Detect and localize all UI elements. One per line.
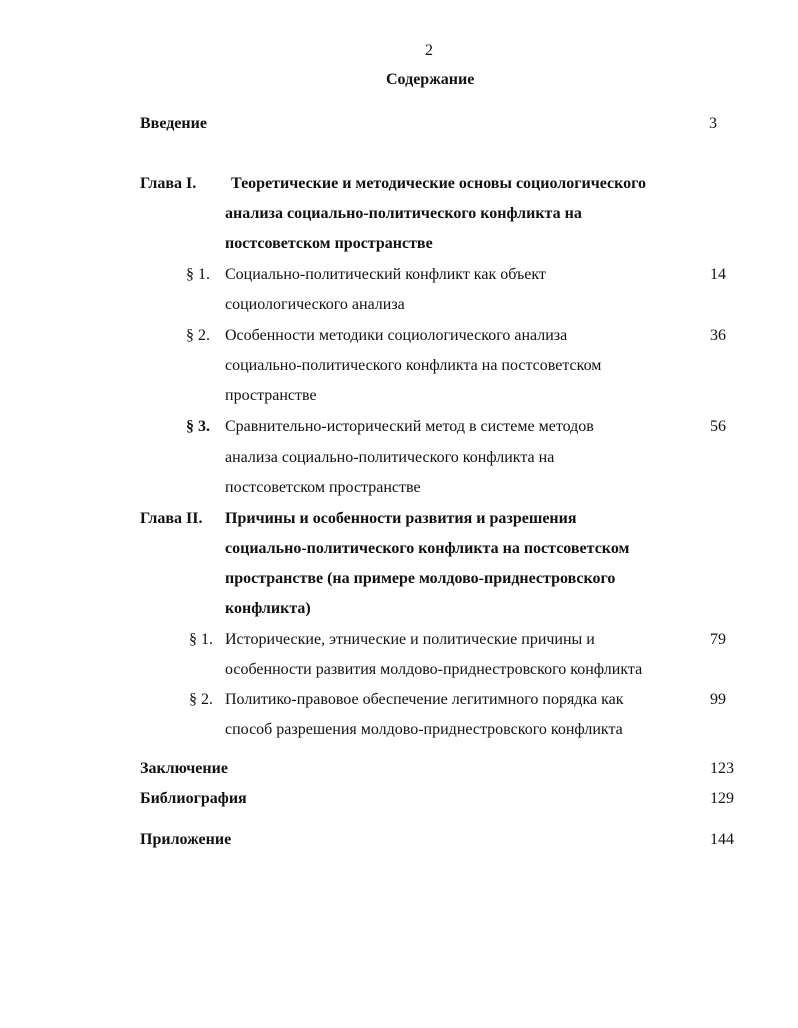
section-title-line: Особенности методики социологического анализа bbox=[225, 327, 568, 344]
chapter2-title-line: социально-политического конфликта на постсоветском bbox=[225, 540, 630, 557]
section-title-line: постсоветском пространстве bbox=[225, 479, 421, 496]
section-title-line: способ разрешения молдово-приднестровского конфликта bbox=[225, 721, 623, 738]
section-title-line: пространстве bbox=[225, 387, 317, 404]
section-number: § 2. bbox=[186, 327, 210, 344]
section-page: 36 bbox=[710, 327, 726, 344]
toc-appendix-label: Приложение bbox=[140, 831, 232, 848]
toc-bibliography-label: Библиография bbox=[140, 790, 247, 807]
toc-bibliography-page: 129 bbox=[710, 790, 734, 807]
section-title-line: Социально-политический конфликт как объект bbox=[225, 266, 546, 283]
section-title-line: социологического анализа bbox=[225, 296, 405, 313]
page-number: 2 bbox=[425, 42, 433, 59]
chapter1-title-line: анализа социально-политического конфликта на bbox=[225, 205, 582, 222]
toc-intro-label: Введение bbox=[140, 115, 207, 132]
section-number: § 1. bbox=[189, 631, 213, 648]
section-page: 99 bbox=[710, 691, 726, 708]
section-title-line: Сравнительно-исторический метод в системе методов bbox=[225, 418, 594, 435]
section-page: 56 bbox=[710, 418, 726, 435]
toc-conclusion-label: Заключение bbox=[140, 760, 228, 777]
chapter1-title-line: Теоретические и методические основы социологического bbox=[231, 175, 647, 192]
section-title-line: Исторические, этнические и политические причины и bbox=[225, 631, 595, 648]
section-title-line: Политико-правовое обеспечение легитимного порядка как bbox=[225, 691, 624, 708]
section-page: 14 bbox=[710, 266, 726, 283]
chapter1-label: Глава I. bbox=[140, 175, 197, 192]
section-title-line: особенности развития молдово-приднестровского конфликта bbox=[225, 661, 643, 678]
section-number: § 2. bbox=[189, 691, 213, 708]
toc-intro-page: 3 bbox=[709, 115, 717, 132]
chapter2-title-line: Причины и особенности развития и разрешения bbox=[225, 510, 577, 527]
section-page: 79 bbox=[710, 631, 726, 648]
toc-conclusion-page: 123 bbox=[710, 760, 734, 777]
chapter2-label: Глава II. bbox=[140, 510, 203, 527]
section-title-line: социально-политического конфликта на постсоветском bbox=[225, 357, 602, 374]
chapter2-title-line: конфликта) bbox=[225, 600, 311, 617]
page-title: Содержание bbox=[386, 71, 475, 88]
section-number: § 1. bbox=[186, 266, 210, 283]
chapter2-title-line: пространстве (на примере молдово-приднестровского bbox=[225, 570, 616, 587]
section-number: § 3. bbox=[186, 418, 210, 435]
section-title-line: анализа социально-политического конфликта на bbox=[225, 449, 555, 466]
chapter1-title-line: постсоветском пространстве bbox=[225, 235, 433, 252]
toc-appendix-page: 144 bbox=[710, 831, 734, 848]
